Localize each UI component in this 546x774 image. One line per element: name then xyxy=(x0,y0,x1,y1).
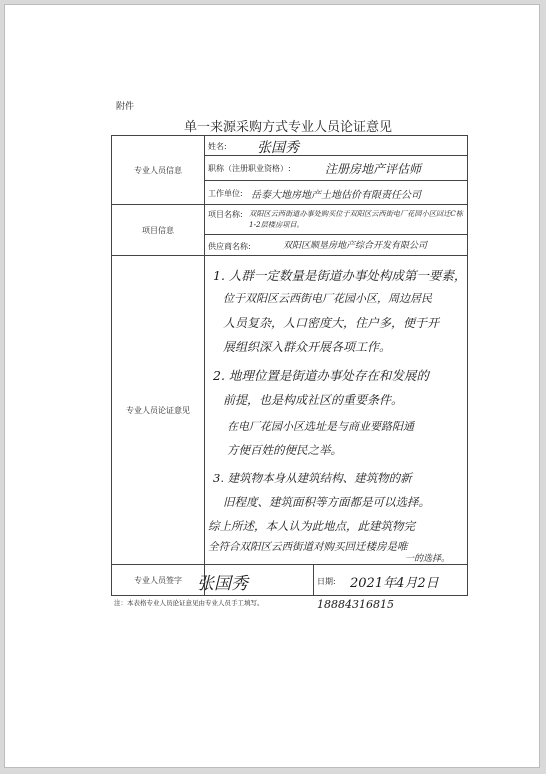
supplier-label: 供应商名称: xyxy=(208,242,251,251)
page-title: 单一来源采购方式专业人员论证意见 xyxy=(183,120,392,135)
opinion-line: 旧程度、建筑面积等方面都是可以选择。 xyxy=(223,495,430,509)
opinion-body xyxy=(205,256,467,564)
opinion-line: 前提，也是构成社区的重要条件。 xyxy=(223,393,404,407)
signature-divider xyxy=(313,565,314,595)
opinion-line: 综上所述，本人认为此地点，此建筑物完 xyxy=(208,519,415,533)
name-value: 张国秀 xyxy=(257,140,299,156)
name-row xyxy=(205,136,467,156)
title-row xyxy=(205,156,467,181)
employer-label: 工作单位: xyxy=(208,189,243,198)
project-name-value: 双阳区云西街道办事处购买位于双阳区云西街电厂花园小区回迁C栋1-2层楼房项目。 xyxy=(249,209,463,229)
opinion-line: 3. 建筑物本身从建筑结构、建筑物的新 xyxy=(213,471,412,485)
project-name-label: 项目名称: xyxy=(208,210,243,219)
signature-row xyxy=(197,565,467,595)
expert-info-label: 专业人员信息 xyxy=(112,136,205,205)
opinion-line: 1. 人群一定数量是街道办事处构成第一要素， xyxy=(213,268,467,283)
opinion-line: 全符合双阳区云西街道对购买回迁楼房是唯 xyxy=(208,541,408,553)
opinion-line: 位于双阳区云西街电厂花园小区，周边居民 xyxy=(223,292,432,305)
date-value: 2021年4月2日 xyxy=(350,576,439,591)
opinion-line: 人员复杂，人口密度大，住户多，便于开 xyxy=(223,316,440,330)
opinion-line: 2. 地理位置是街道办事处存在和发展的 xyxy=(213,368,429,383)
opinion-label: 专业人员论证意见 xyxy=(112,256,205,565)
project-name-row xyxy=(205,205,467,235)
opinion-form xyxy=(111,135,468,596)
title-label: 职称（注册职业资格）: xyxy=(208,164,291,173)
handwritten-phone: 18884316815 xyxy=(317,598,394,611)
supplier-row xyxy=(205,235,467,255)
opinion-line: 展组织深入群众开展各项工作。 xyxy=(223,340,392,354)
attachment-label: 附件 xyxy=(116,102,135,112)
employer-value: 岳泰大地房地产土地估价有限责任公司 xyxy=(251,190,421,201)
title-value: 注册房地产评估师 xyxy=(325,162,422,176)
employer-row xyxy=(205,181,467,204)
opinion-line: 一的选择。 xyxy=(405,554,451,564)
project-info-label: 项目信息 xyxy=(112,205,205,256)
signature-value: 张国秀 xyxy=(197,574,248,594)
opinion-line: 在电厂花园小区选址是与商业要路阳通 xyxy=(227,420,414,433)
opinion-line: 方便百姓的便民之举。 xyxy=(227,443,342,457)
signature-label: 专业人员签字 xyxy=(112,565,205,596)
footer-note: 注：本表格专业人员论证意见由专业人员手工填写。 xyxy=(114,599,264,607)
name-label: 姓名: xyxy=(208,142,227,151)
date-label: 日期: xyxy=(317,577,336,586)
supplier-value: 双阳区顺垦房地产综合开发有限公司 xyxy=(283,241,428,251)
